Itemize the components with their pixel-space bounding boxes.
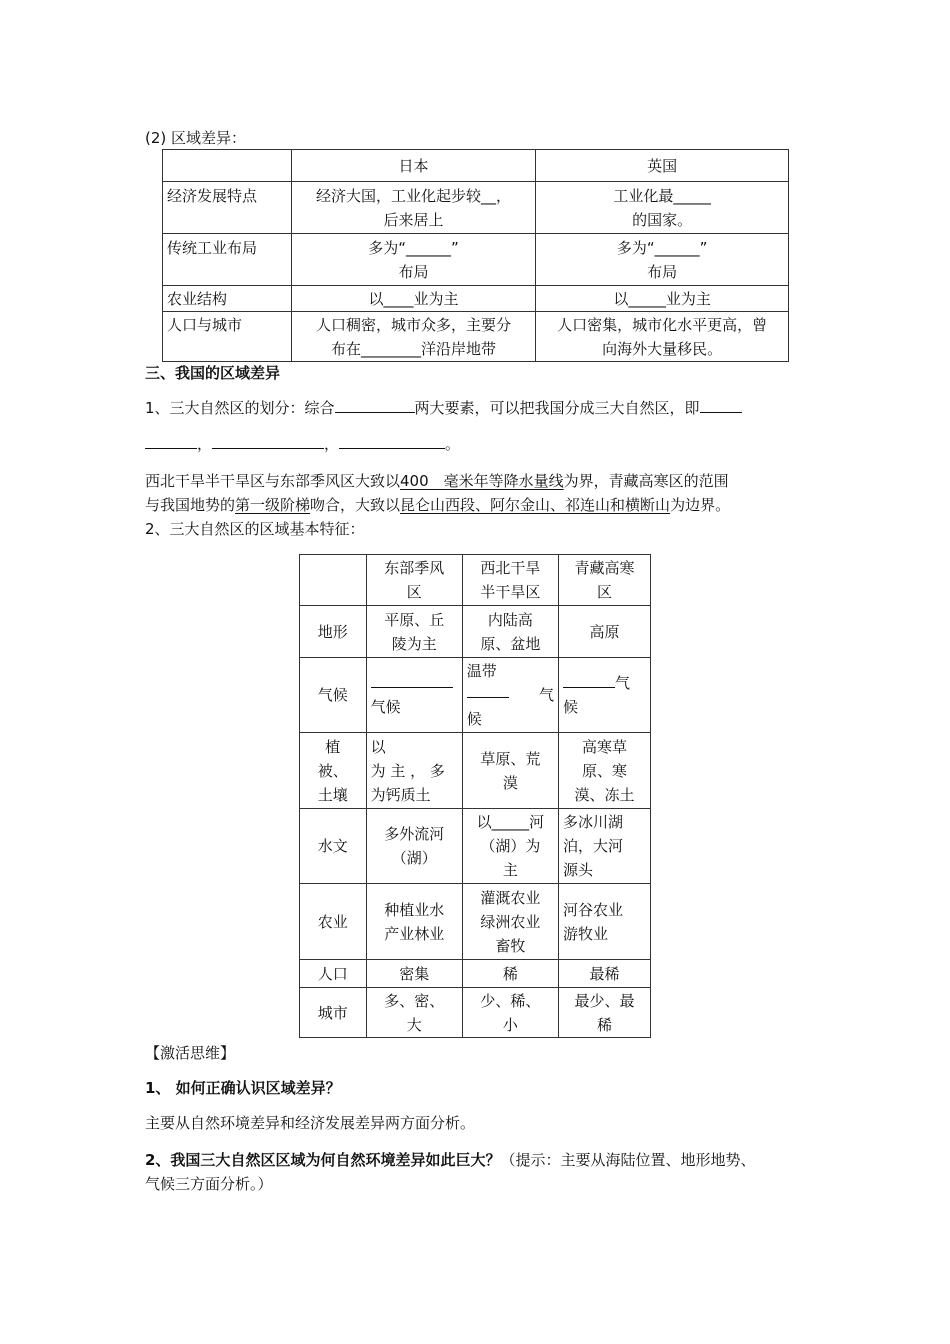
q2-text: 2、三大自然区的区域基本特征：	[145, 520, 365, 538]
activate-q2-hint: （提示：主要从海陆位置、地形地势、	[500, 1151, 756, 1169]
cell-line: 主	[502, 861, 518, 879]
zone-header: 半干旱区	[480, 583, 541, 601]
cell-line: 布在________洋沿岸地带	[331, 339, 497, 358]
cell-line: 稀	[596, 1015, 612, 1034]
row-label: 被、	[317, 761, 348, 780]
cell-line: 绿洲农业	[480, 912, 541, 931]
blank	[145, 434, 197, 449]
cell-line: 原、寒	[581, 761, 627, 780]
zone-header: 区	[406, 583, 422, 601]
activate-q2: 2、我国三大自然区区域为何自然环境差异如此巨大？	[145, 1151, 501, 1169]
cell-line: 灌溉农业	[480, 888, 541, 907]
blank	[563, 673, 615, 688]
q1-text-b: 两大要素，可以把我国分成三大自然区，即	[414, 399, 700, 417]
para-text: 为界，青藏高寒区的范围	[563, 472, 729, 490]
cell-line: 高寒草	[581, 737, 627, 756]
cell-line: 人口密集，城市化水平更高，曾	[557, 315, 768, 334]
q1-text-a: 1、三大自然区的划分：综合	[145, 399, 335, 417]
cell-line: 稀	[462, 960, 558, 988]
row-label: 人口	[300, 960, 367, 988]
cell-line: 的国家。	[632, 210, 693, 229]
cell-line: 平原、丘	[384, 610, 445, 629]
cell-line: 大	[406, 1015, 422, 1034]
cell-line: （湖）	[391, 849, 437, 867]
para-text: 吻合，大致以	[310, 496, 401, 514]
blank	[339, 434, 445, 449]
blank	[371, 673, 453, 688]
zone-header: 东部季风	[384, 559, 445, 577]
table-row	[163, 234, 789, 286]
zones-header-empty	[300, 555, 367, 606]
cell-line: 温带	[466, 662, 497, 680]
para-line-1	[145, 470, 729, 492]
table-header-japan: 日本	[291, 150, 536, 182]
blank	[212, 434, 324, 449]
cell-line: 布局	[647, 262, 678, 281]
cell-line: 陵为主	[391, 634, 437, 653]
cell-line: 多外流河	[384, 825, 445, 843]
cell-line: 草原、荒	[480, 749, 541, 768]
cell-line: 泊，大河	[563, 837, 624, 855]
cell-line: 以	[370, 737, 386, 756]
activate-q2-line	[145, 1149, 755, 1171]
table-row	[300, 884, 651, 960]
zones-table	[299, 554, 651, 1038]
cell-line: 经济大国，工业化起步较__，	[316, 186, 512, 205]
activate-heading: 【激活思维】	[145, 1044, 236, 1062]
q1-line2	[145, 433, 460, 455]
cell-line: 多、密、	[384, 991, 445, 1010]
cell-line: 产业林业	[384, 924, 445, 943]
activate-a1: 主要从自然环境差异和经济发展差异两方面分析。	[145, 1114, 476, 1132]
para-text: 与我国地势的	[145, 496, 236, 514]
row-label: 土壤	[317, 785, 348, 804]
table-row	[300, 988, 651, 1038]
cell-line: 以_____业为主	[536, 286, 789, 312]
row-label: 经济发展特点	[163, 182, 292, 234]
cell-line: 漠	[502, 773, 518, 792]
row-label: 农业	[300, 884, 367, 960]
q1-sep: ，	[197, 435, 213, 453]
table-row	[163, 286, 789, 312]
cell-line: 气	[615, 674, 631, 692]
cell-line: 畜牧	[495, 936, 526, 955]
cell-line: 为钙质土	[370, 785, 431, 804]
cell-line: 人口稠密，城市众多，主要分	[316, 315, 512, 334]
cell-line: 种植业水	[384, 900, 445, 919]
table-row	[163, 182, 789, 234]
cell-line: 为 主 ， 多	[370, 761, 445, 780]
cell-line: 游牧业	[563, 924, 609, 943]
cell-line: 候	[466, 710, 482, 728]
cell-line: 最少、最	[574, 991, 635, 1010]
underlined-text: 昆仑山西段、阿尔金山、祁连山和横断山	[400, 496, 671, 514]
table-header-uk: 英国	[536, 150, 789, 182]
region-diff-label: (2) 区域差异：	[145, 129, 247, 147]
section3-heading: 三、我国的区域差异	[145, 364, 281, 382]
cell-line: （湖）为	[480, 837, 541, 855]
table-row	[300, 658, 651, 733]
row-label: 传统工业布局	[163, 234, 292, 286]
table-header-empty	[163, 150, 292, 182]
table-row	[163, 312, 789, 362]
activate-q1: 1、 如何正确认识区域差异？	[145, 1079, 341, 1097]
q1-line	[145, 397, 742, 419]
table-row	[300, 809, 651, 884]
blank	[700, 398, 742, 413]
cell-line: 内陆高	[487, 610, 533, 629]
zone-header: 青藏高寒	[574, 559, 635, 577]
underlined-text: 400 毫米年等降水量线	[400, 472, 564, 490]
para-line-2	[145, 494, 730, 516]
para-text: 为边界。	[670, 496, 731, 514]
cell-line: 多为“______”	[368, 238, 459, 257]
blank	[335, 398, 415, 413]
cell-line: 多为“______”	[616, 238, 708, 257]
row-label: 城市	[300, 988, 367, 1038]
row-label: 农业结构	[163, 286, 292, 312]
q1-sep: ，	[324, 435, 340, 453]
cell-line: 小	[502, 1015, 518, 1034]
cell-line: 原、盆地	[480, 634, 541, 653]
cell-line: 漠、冻土	[574, 785, 635, 804]
japan-uk-table	[162, 149, 789, 362]
cell-line: 候	[563, 698, 579, 716]
cell-line: 少、稀、	[480, 991, 541, 1010]
cell-line: 高原	[559, 606, 651, 658]
row-label: 地形	[300, 606, 367, 658]
zone-header: 西北干旱	[480, 559, 541, 577]
cell-line: 密集	[366, 960, 462, 988]
blank	[467, 683, 509, 698]
cell-line: 气	[538, 686, 554, 704]
para-text: 西北干旱半干旱区与东部季风区大致以	[145, 472, 401, 490]
cell-line: 气候	[370, 698, 401, 716]
cell-line: 源头	[563, 861, 594, 879]
cell-line: 布局	[398, 262, 429, 281]
table-row	[300, 606, 651, 658]
table-row	[300, 960, 651, 988]
cell-line: 向海外大量移民。	[602, 339, 723, 358]
cell-line: 以____业为主	[291, 286, 536, 312]
cell-line: 最稀	[559, 960, 651, 988]
table-row	[300, 733, 651, 809]
activate-q2-hint-2: 气候三方面分析。）	[145, 1175, 273, 1193]
row-label: 气候	[300, 658, 367, 733]
underlined-text: 第一级阶梯	[235, 496, 311, 514]
row-label: 水文	[300, 809, 367, 884]
cell-line: 后来居上	[383, 210, 444, 229]
row-label: 人口与城市	[163, 312, 292, 362]
q1-end: 。	[445, 435, 461, 453]
cell-line: 多冰川湖	[563, 813, 624, 831]
cell-line: 工业化最_____	[613, 186, 711, 205]
row-label: 植	[325, 737, 341, 756]
cell-line: 河谷农业	[563, 900, 624, 919]
cell-line: 以_____河	[476, 813, 545, 831]
zone-header: 区	[596, 583, 612, 601]
